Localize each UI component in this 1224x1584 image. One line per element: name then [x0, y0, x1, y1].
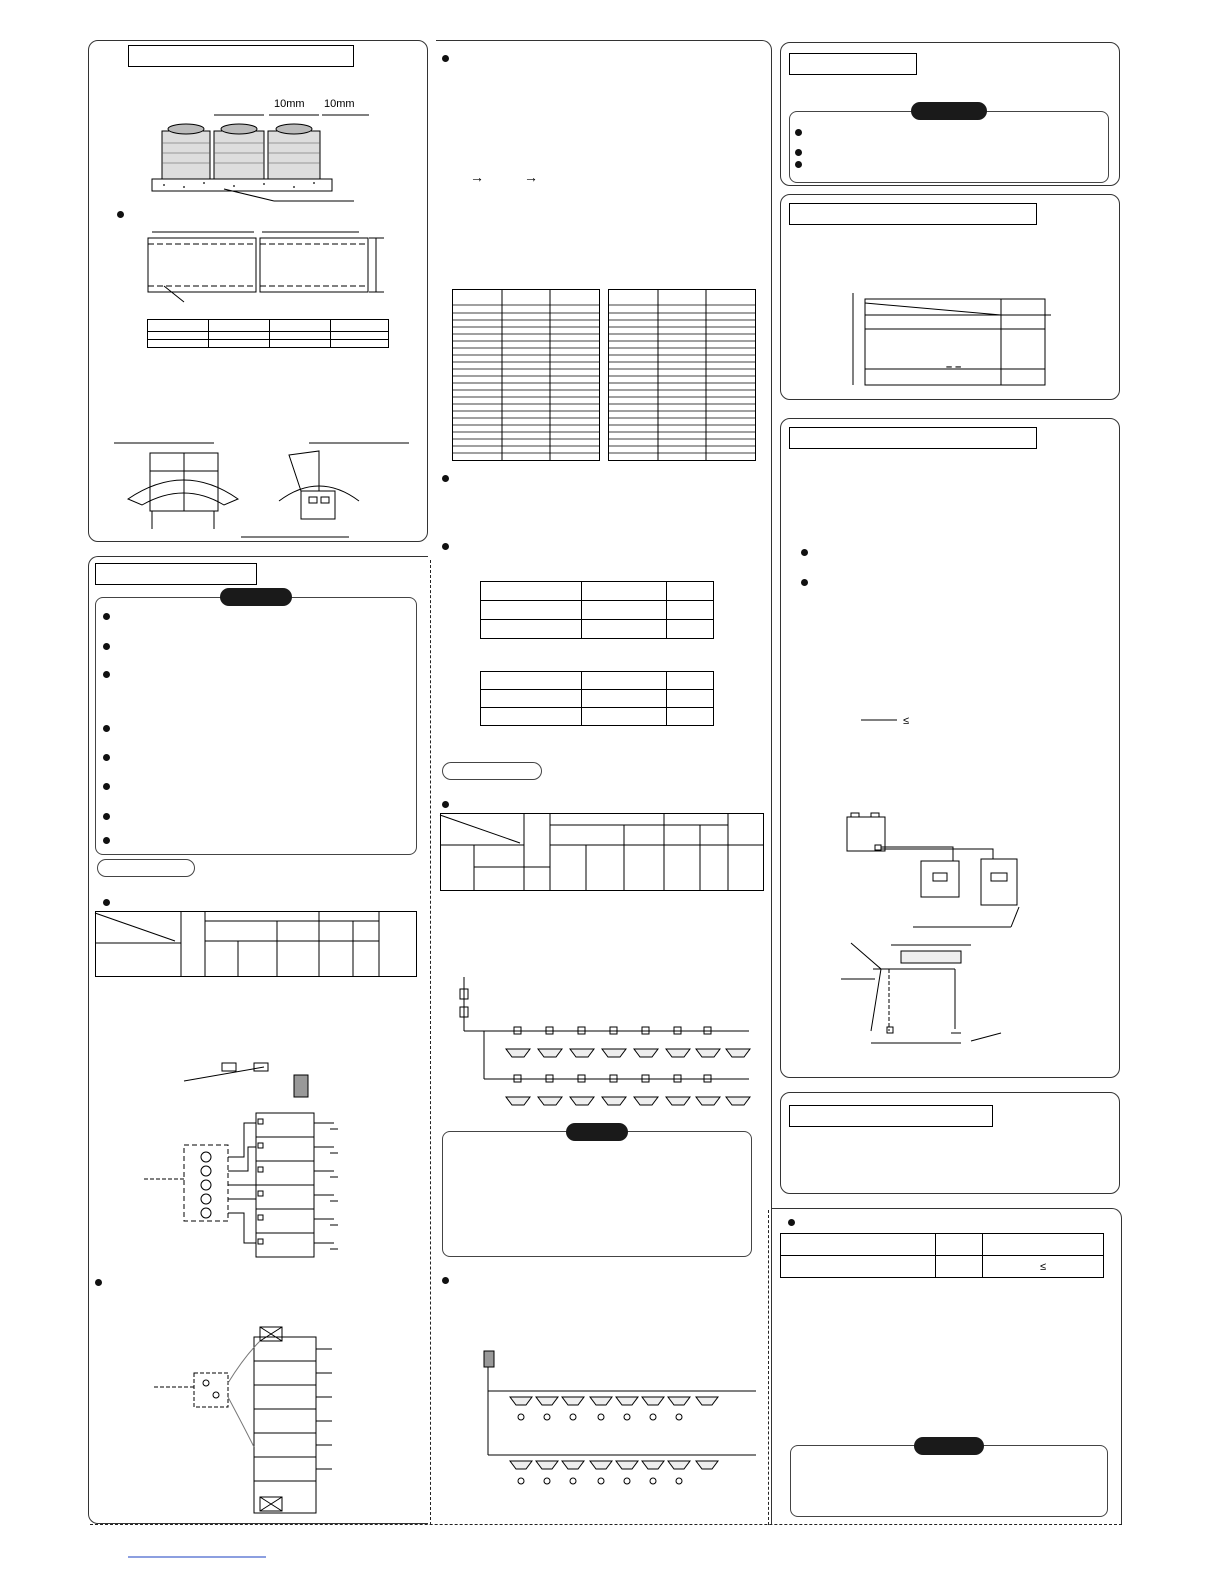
le-symbol: ≤ — [903, 715, 910, 727]
caution-note-box — [789, 111, 1109, 183]
indoor-units-control-diagram — [470, 1351, 760, 1501]
bullet — [795, 129, 802, 136]
bullet — [801, 549, 808, 556]
panel-right-drain — [780, 418, 1120, 1078]
le-symbol-cell: ≤ — [983, 1256, 1104, 1278]
underline-mark — [861, 719, 901, 723]
bullet — [103, 813, 110, 820]
indoor-cable-spec-table — [440, 813, 764, 891]
caution-badge — [914, 1437, 984, 1455]
bullet — [442, 475, 449, 482]
bullet — [103, 671, 110, 678]
bullet — [442, 543, 449, 550]
caution-note-box — [790, 1445, 1108, 1517]
branch-pipe-table-2 — [480, 671, 714, 726]
subheading-pill — [97, 859, 195, 877]
bullet — [117, 211, 124, 218]
section-title-box — [95, 563, 257, 585]
foundation-size-table — [147, 319, 389, 348]
power-cable-spec-table — [95, 911, 417, 977]
bullet — [795, 149, 802, 156]
unit-side-airflow-diagram — [239, 441, 419, 541]
panel-electrical-wiring — [88, 556, 428, 1524]
panel-outdoor-installation — [88, 40, 428, 542]
outdoor-units-spacing-diagram — [144, 93, 364, 203]
bullet — [103, 643, 110, 650]
drain-pump-diagram — [841, 809, 1091, 929]
control-wiring-diagram — [154, 1327, 354, 1517]
bullet — [801, 579, 808, 586]
bullet — [442, 1277, 449, 1284]
spacing-label-left: 10mm — [274, 98, 305, 110]
bullet — [442, 801, 449, 808]
bullet — [95, 1279, 102, 1286]
panel-right-fourth — [780, 1092, 1120, 1194]
pipe-spec-table-right — [608, 289, 756, 461]
bullet — [103, 783, 110, 790]
drain-slope-diagram — [841, 939, 1021, 1049]
bullet — [103, 899, 110, 906]
branch-pipe-table-1 — [480, 581, 714, 639]
panel-right-top — [780, 42, 1120, 186]
caution-badge — [566, 1123, 628, 1141]
check-table — [780, 1233, 1104, 1278]
caution-badge — [911, 102, 987, 120]
bullet — [442, 55, 449, 62]
section-title-box — [128, 45, 354, 67]
bullet — [103, 754, 110, 761]
foundation-plan-diagram — [144, 226, 404, 306]
column-divider — [768, 1210, 769, 1525]
section-title-box — [789, 203, 1037, 225]
column-divider — [430, 560, 431, 1525]
power-wiring-diagram — [144, 1057, 354, 1267]
panel-refrigerant-piping — [436, 40, 772, 1524]
panel-right-second — [780, 194, 1120, 400]
flow-arrow: → — [470, 169, 484, 185]
pipe-spec-table-left — [452, 289, 600, 461]
section-title-box — [789, 53, 917, 75]
caution-badge — [220, 588, 292, 606]
panel-right-bottom — [772, 1208, 1122, 1524]
caution-note-box — [95, 597, 417, 855]
dash-marks: – – — [946, 361, 962, 373]
spacing-label-right: 10mm — [324, 98, 355, 110]
elevation-table-diagram — [851, 293, 1051, 389]
section-title-box — [789, 1105, 993, 1127]
caution-note-box — [442, 1131, 752, 1257]
bullet — [788, 1219, 795, 1226]
bullet — [103, 613, 110, 620]
flow-arrow: → — [524, 169, 538, 185]
indoor-units-connection-diagram — [454, 971, 754, 1111]
bullet — [795, 161, 802, 168]
footer-link-underline — [128, 1556, 268, 1560]
section-title-box — [789, 427, 1037, 449]
subheading-pill — [442, 762, 542, 780]
bullet — [103, 725, 110, 732]
unit-front-airflow-diagram — [114, 441, 244, 536]
bottom-divider — [90, 1524, 1122, 1525]
bullet — [103, 837, 110, 844]
